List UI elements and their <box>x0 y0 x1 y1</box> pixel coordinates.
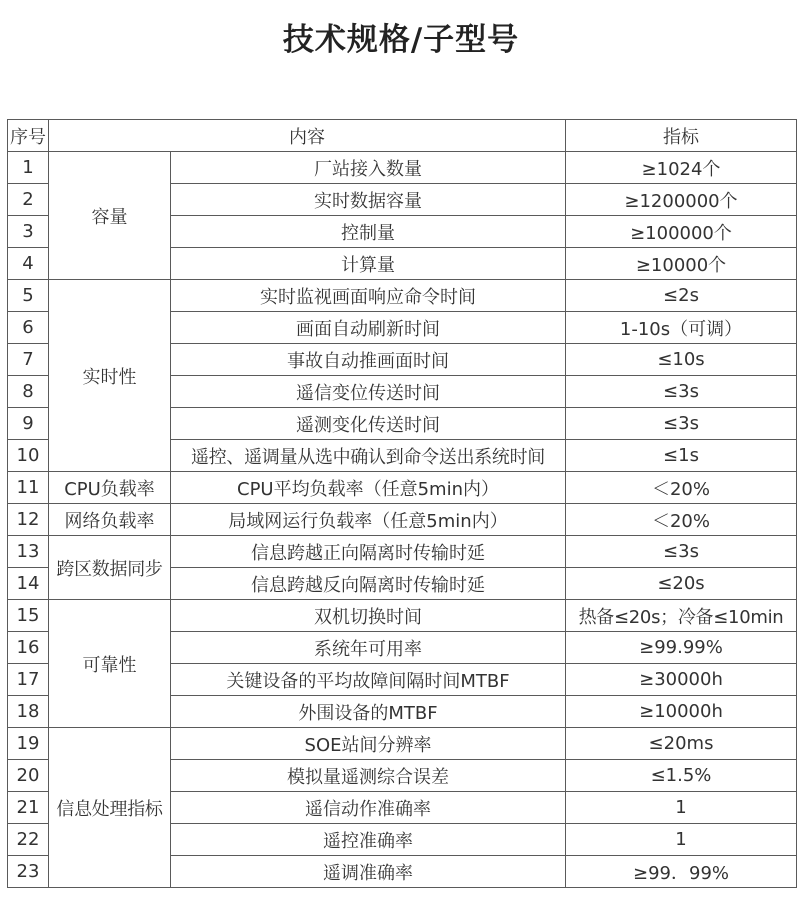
row-value: ≥1200000个 <box>566 184 797 216</box>
row-item: 事故自动推画面时间 <box>171 344 566 376</box>
row-no: 20 <box>8 760 49 792</box>
row-item: CPU平均负载率（任意5min内） <box>171 472 566 504</box>
table-row <box>8 536 797 568</box>
row-value: 1 <box>566 792 797 824</box>
row-item: 控制量 <box>171 216 566 248</box>
category-cell: 信息处理指标 <box>49 728 171 888</box>
row-value: ＜20% <box>566 472 797 504</box>
table-row <box>8 152 797 184</box>
row-no: 10 <box>8 440 49 472</box>
category-cell: 网络负载率 <box>49 504 171 536</box>
header-content: 内容 <box>49 120 566 152</box>
row-no: 19 <box>8 728 49 760</box>
header-no: 序号 <box>8 120 49 152</box>
row-no: 14 <box>8 568 49 600</box>
row-value: ≤3s <box>566 376 797 408</box>
row-no: 15 <box>8 600 49 632</box>
row-item: 厂站接入数量 <box>171 152 566 184</box>
row-value: ≤10s <box>566 344 797 376</box>
row-value: ≥100000个 <box>566 216 797 248</box>
category-cell: 实时性 <box>49 280 171 472</box>
row-no: 21 <box>8 792 49 824</box>
spec-table <box>7 119 797 888</box>
row-value: ≥99.99% <box>566 632 797 664</box>
row-item: 遥信动作准确率 <box>171 792 566 824</box>
row-no: 11 <box>8 472 49 504</box>
row-item: 实时数据容量 <box>171 184 566 216</box>
row-no: 6 <box>8 312 49 344</box>
row-item: 画面自动刷新时间 <box>171 312 566 344</box>
category-cell: 跨区数据同步 <box>49 536 171 600</box>
row-value: ≥99．99% <box>566 856 797 888</box>
row-item: 关键设备的平均故障间隔时间MTBF <box>171 664 566 696</box>
row-value: ＜20% <box>566 504 797 536</box>
page-title: 技术规格/子型号 <box>282 22 520 58</box>
row-item: 模拟量遥测综合误差 <box>171 760 566 792</box>
header-value: 指标 <box>566 120 797 152</box>
row-item: 遥信变位传送时间 <box>171 376 566 408</box>
row-item: 遥测变化传送时间 <box>171 408 566 440</box>
row-value: ≤1s <box>566 440 797 472</box>
category-cell: 可靠性 <box>49 600 171 728</box>
row-no: 9 <box>8 408 49 440</box>
row-item: 外围设备的MTBF <box>171 696 566 728</box>
row-no: 22 <box>8 824 49 856</box>
row-value: ≥10000h <box>566 696 797 728</box>
row-value: ≤3s <box>566 536 797 568</box>
row-value: ≤1.5% <box>566 760 797 792</box>
category-cell: CPU负载率 <box>49 472 171 504</box>
row-value: ≤2s <box>566 280 797 312</box>
row-item: SOE站间分辨率 <box>171 728 566 760</box>
table-row <box>8 728 797 760</box>
row-no: 18 <box>8 696 49 728</box>
table-row <box>8 504 797 536</box>
row-no: 12 <box>8 504 49 536</box>
row-value: ≤20s <box>566 568 797 600</box>
category-cell: 容量 <box>49 152 171 280</box>
row-item: 系统年可用率 <box>171 632 566 664</box>
row-item: 实时监视画面响应命令时间 <box>171 280 566 312</box>
row-no: 4 <box>8 248 49 280</box>
row-no: 16 <box>8 632 49 664</box>
row-value: ≥30000h <box>566 664 797 696</box>
row-value: 热备≤20s；冷备≤10min <box>566 600 797 632</box>
row-value: ≥1024个 <box>566 152 797 184</box>
row-no: 7 <box>8 344 49 376</box>
row-item: 遥调准确率 <box>171 856 566 888</box>
row-item: 信息跨越反向隔离时传输时延 <box>171 568 566 600</box>
row-no: 13 <box>8 536 49 568</box>
row-no: 1 <box>8 152 49 184</box>
row-no: 2 <box>8 184 49 216</box>
row-no: 8 <box>8 376 49 408</box>
row-item: 计算量 <box>171 248 566 280</box>
row-no: 3 <box>8 216 49 248</box>
table-header-row <box>8 120 797 152</box>
row-no: 5 <box>8 280 49 312</box>
row-item: 遥控准确率 <box>171 824 566 856</box>
table-row <box>8 600 797 632</box>
row-item: 遥控、遥调量从选中确认到命令送出系统时间 <box>171 440 566 472</box>
row-value: ≤3s <box>566 408 797 440</box>
row-no: 23 <box>8 856 49 888</box>
table-row <box>8 280 797 312</box>
row-item: 信息跨越正向隔离时传输时延 <box>171 536 566 568</box>
row-value: 1 <box>566 824 797 856</box>
table-row <box>8 472 797 504</box>
row-value: ≥10000个 <box>566 248 797 280</box>
row-item: 局域网运行负载率（任意5min内） <box>171 504 566 536</box>
row-item: 双机切换时间 <box>171 600 566 632</box>
row-no: 17 <box>8 664 49 696</box>
row-value: 1-10s（可调） <box>566 312 797 344</box>
row-value: ≤20ms <box>566 728 797 760</box>
